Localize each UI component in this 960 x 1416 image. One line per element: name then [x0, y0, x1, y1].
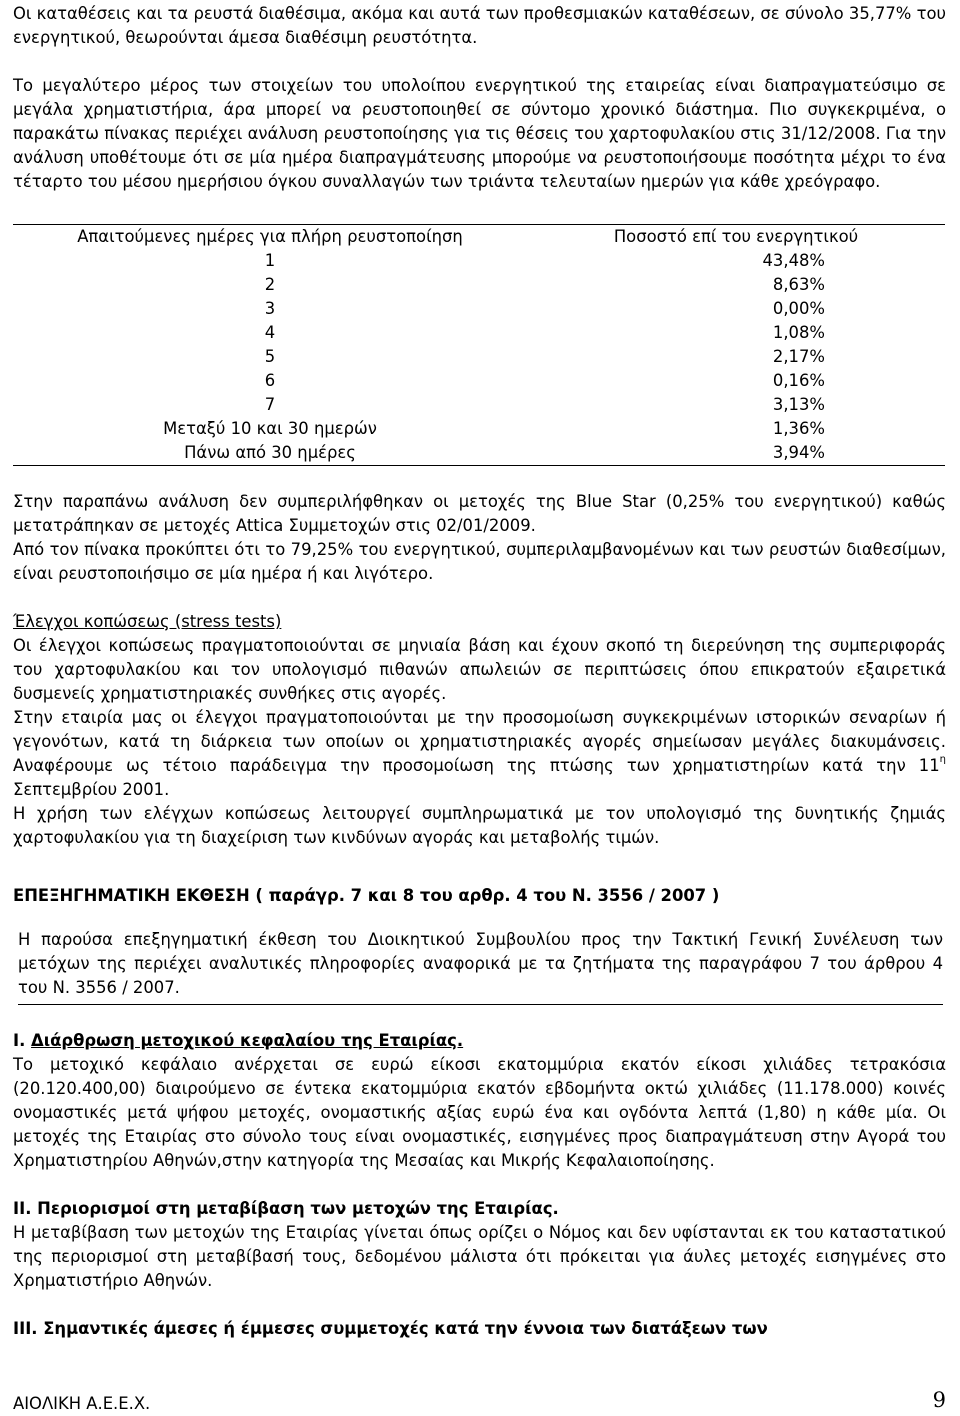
row-percent: 3,94%: [527, 441, 945, 466]
page-number: 9: [932, 1388, 946, 1412]
header-days: Απαιτούμενες ημέρες για πλήρη ρευστοποίηση: [13, 225, 527, 250]
section-2-title: ΙΙ. Περιορισμοί στη μεταβίβαση των μετοχών της Εταιρίας.: [13, 1199, 559, 1218]
row-percent: 2,17%: [772, 347, 825, 366]
table-row: [13, 345, 945, 369]
stress-p2-text: Στην εταιρία μας οι έλεγχοι πραγματοποιούνται με την προσομοίωση συγκεκριμένων ιστορικών σεναρίων ή γεγονότων, κατά τη διάρκεια των οποίων οι χρηματιστηριακές αγορές σημείωσαν μεγάλες διακυμάνσεις. Αναφέρουμε ως τέτοιο παράδειγμα την προσομοίωση της πτώσης των χρηματιστηρίων κατά την 11: [13, 708, 946, 775]
row-percent: 1,08%: [772, 323, 825, 342]
explanatory-report-intro: Η παρούσα επεξηγηματική έκθεση του Διοικητικού Συμβουλίου προς την Τακτική Γενική Συνέλευση των μετόχων της περιέχει αναλυτικές πληροφορίες αναφορικά με τα ζητήματα της παραγράφου 7 του άρθρου 4 του Ν. 3556 / 2007.: [18, 928, 943, 1005]
table-header-row: [13, 225, 945, 250]
liquidity-summary: Από τον πίνακα προκύπτει ότι το 79,25% του ενεργητικού, συμπεριλαμβανομένων και των ρευστών διαθεσίμων, είναι ρευστοποιήσιμο σε μία ημέρα ή και λιγότερο.: [13, 540, 946, 583]
intro-paragraph-2: Το μεγαλύτερο μέρος των στοιχείων του υπολοίπου ενεργητικού της εταιρείας είναι διαπραγματεύσιμο σε μεγάλα χρηματιστήρια, άρα μπορεί να ρευστοποιηθεί σε σύντομο χρονικό διάστημα. Πιο συγκεκριμένα, ο παρακάτω πίνακας περιέχει ανάλυση ρευστοποίησης για τις θέσεις του χαρτοφυλακίου στις 31/12/2008. Για την ανάλυση υποθέτουμε ότι σε μία ημέρα διαπραγμάτευσης μπορούμε να ρευστοποιήσουμε ποσότητα μέχρι το ένα τέταρτο του μέσου ημερήσιου όγκου συναλλαγών των τριάντα τελευταίων ημερών για κάθε χρεόγραφο.: [13, 76, 946, 191]
stress-tests-paragraph-2: [13, 706, 946, 802]
table-row: [13, 273, 945, 297]
ordinal-superscript: η: [939, 754, 946, 765]
stress-p2-end: Σεπτεμβρίου 2001.: [13, 780, 170, 799]
section-1-text: Το μετοχικό κεφάλαιο ανέρχεται σε ευρώ είκοσι εκατομμύρια εκατόν είκοσι χιλιάδες τετρακόσια (20.120.400,00) διαιρούμενο σε έντεκα εκατομμύρια εκατόν εβδομήντα οκτώ χιλιάδες (11.178.000) κοινές ονομαστικές μετά ψήφου μετοχές, ονομαστικής αξίας ευρώ ένα και ογδόντα λεπτά (1,80) η κάθε μία. Οι μετοχές της Εταιρίας στο σύνολο τους είναι ονομαστικές, εισηγμένες προς διαπραγμάτευση στην Αγορά του Χρηματιστηρίου Αθηνών,στην κατηγορία της Μεσαίας και Μικρής Κεφαλαιοποίησης.: [13, 1055, 946, 1170]
table-row: [13, 417, 945, 441]
row-days: 7: [264, 395, 276, 414]
row-days: 4: [264, 323, 276, 342]
row-days: 1: [264, 251, 276, 270]
row-days: 2: [264, 275, 276, 294]
section-1-title-text: Διάρθρωση μετοχικού κεφαλαίου της Εταιρίας.: [31, 1031, 464, 1050]
liquidation-table: [13, 224, 945, 466]
table-row: [13, 297, 945, 321]
row-percent: 1,36%: [772, 419, 825, 438]
row-days: Πάνω από 30 ημέρες: [13, 441, 527, 466]
row-percent: 0,16%: [772, 371, 825, 390]
document-page: [13, 0, 946, 1341]
explanatory-report-heading: ΕΠΕΞΗΓΗΜΑΤΙΚΗ ΕΚΘΕΣΗ ( παράγρ. 7 και 8 του αρθρ. 4 του Ν. 3556 / 2007 ): [13, 886, 720, 905]
blue-star-note: Στην παραπάνω ανάλυση δεν συμπεριλήφθηκαν οι μετοχές της Blue Star (0,25% του ενεργητικού) καθώς μετατράπηκαν σε μετοχές Attica Συμμετοχών στις 02/01/2009.: [13, 492, 946, 535]
row-days: Μεταξύ 10 και 30 ημερών: [163, 419, 377, 438]
table-row: [13, 393, 945, 417]
row-days: 5: [264, 347, 276, 366]
row-percent: 0,00%: [772, 299, 825, 318]
intro-paragraph-1: Οι καταθέσεις και τα ρευστά διαθέσιμα, ακόμα και αυτά των προθεσμιακών καταθέσεων, σε σύνολο 35,77% του ενεργητικού, θεωρούνται άμεσα διαθέσιμη ρευστότητα.: [13, 4, 946, 47]
row-percent: 8,63%: [772, 275, 825, 294]
stress-tests-paragraph-1: Οι έλεγχοι κοπώσεως πραγματοποιούνται σε μηνιαία βάση και έχουν σκοπό τη διερεύνηση της συμπεριφοράς του χαρτοφυλακίου και τον υπολογισμό πιθανών απωλειών σε περιπτώσεις όπου επικρατούν εξαιρετικά δυσμενείς χρηματιστηριακές συνθήκες στις αγορές.: [13, 636, 946, 703]
row-days: 6: [264, 371, 276, 390]
stress-tests-title: Έλεγχοι κοπώσεως (stress tests): [13, 612, 282, 631]
table-row: [13, 321, 945, 345]
section-3-title: ΙΙΙ. Σημαντικές άμεσες ή έμμεσες συμμετοχές κατά την έννοια των διατάξεων των: [13, 1319, 768, 1338]
row-percent: 3,13%: [772, 395, 825, 414]
row-days: 3: [264, 299, 276, 318]
stress-tests-paragraph-3: Η χρήση των ελέγχων κοπώσεως λειτουργεί συμπληρωματικά με τον υπολογισμό της δυνητικής ζημιάς χαρτοφυλακίου για τη διαχείριση των κινδύνων αγοράς και μεταβολής τιμών.: [13, 804, 946, 847]
row-percent: 43,48%: [762, 251, 825, 270]
table-row: [13, 441, 945, 466]
table-row: [13, 369, 945, 393]
header-percent: Ποσοστό επί του ενεργητικού: [527, 225, 945, 250]
table-row: [13, 249, 945, 273]
section-1-title: [13, 1029, 946, 1053]
section-1-number: Ι.: [13, 1031, 32, 1050]
section-2-text: Η μεταβίβαση των μετοχών της Εταιρίας γίνεται όπως ορίζει ο Νόμος και δεν υφίστανται εκ του καταστατικού της περιορισμοί στη μεταβίβασή τους, δεδομένου μάλιστα ότι πρόκειται για άυλες μετοχές εισηγμένες στο Χρηματιστήριο Αθηνών.: [13, 1223, 946, 1290]
footer-company: ΑΙΟΛΙΚΗ Α.Ε.Ε.Χ.: [13, 1394, 151, 1413]
